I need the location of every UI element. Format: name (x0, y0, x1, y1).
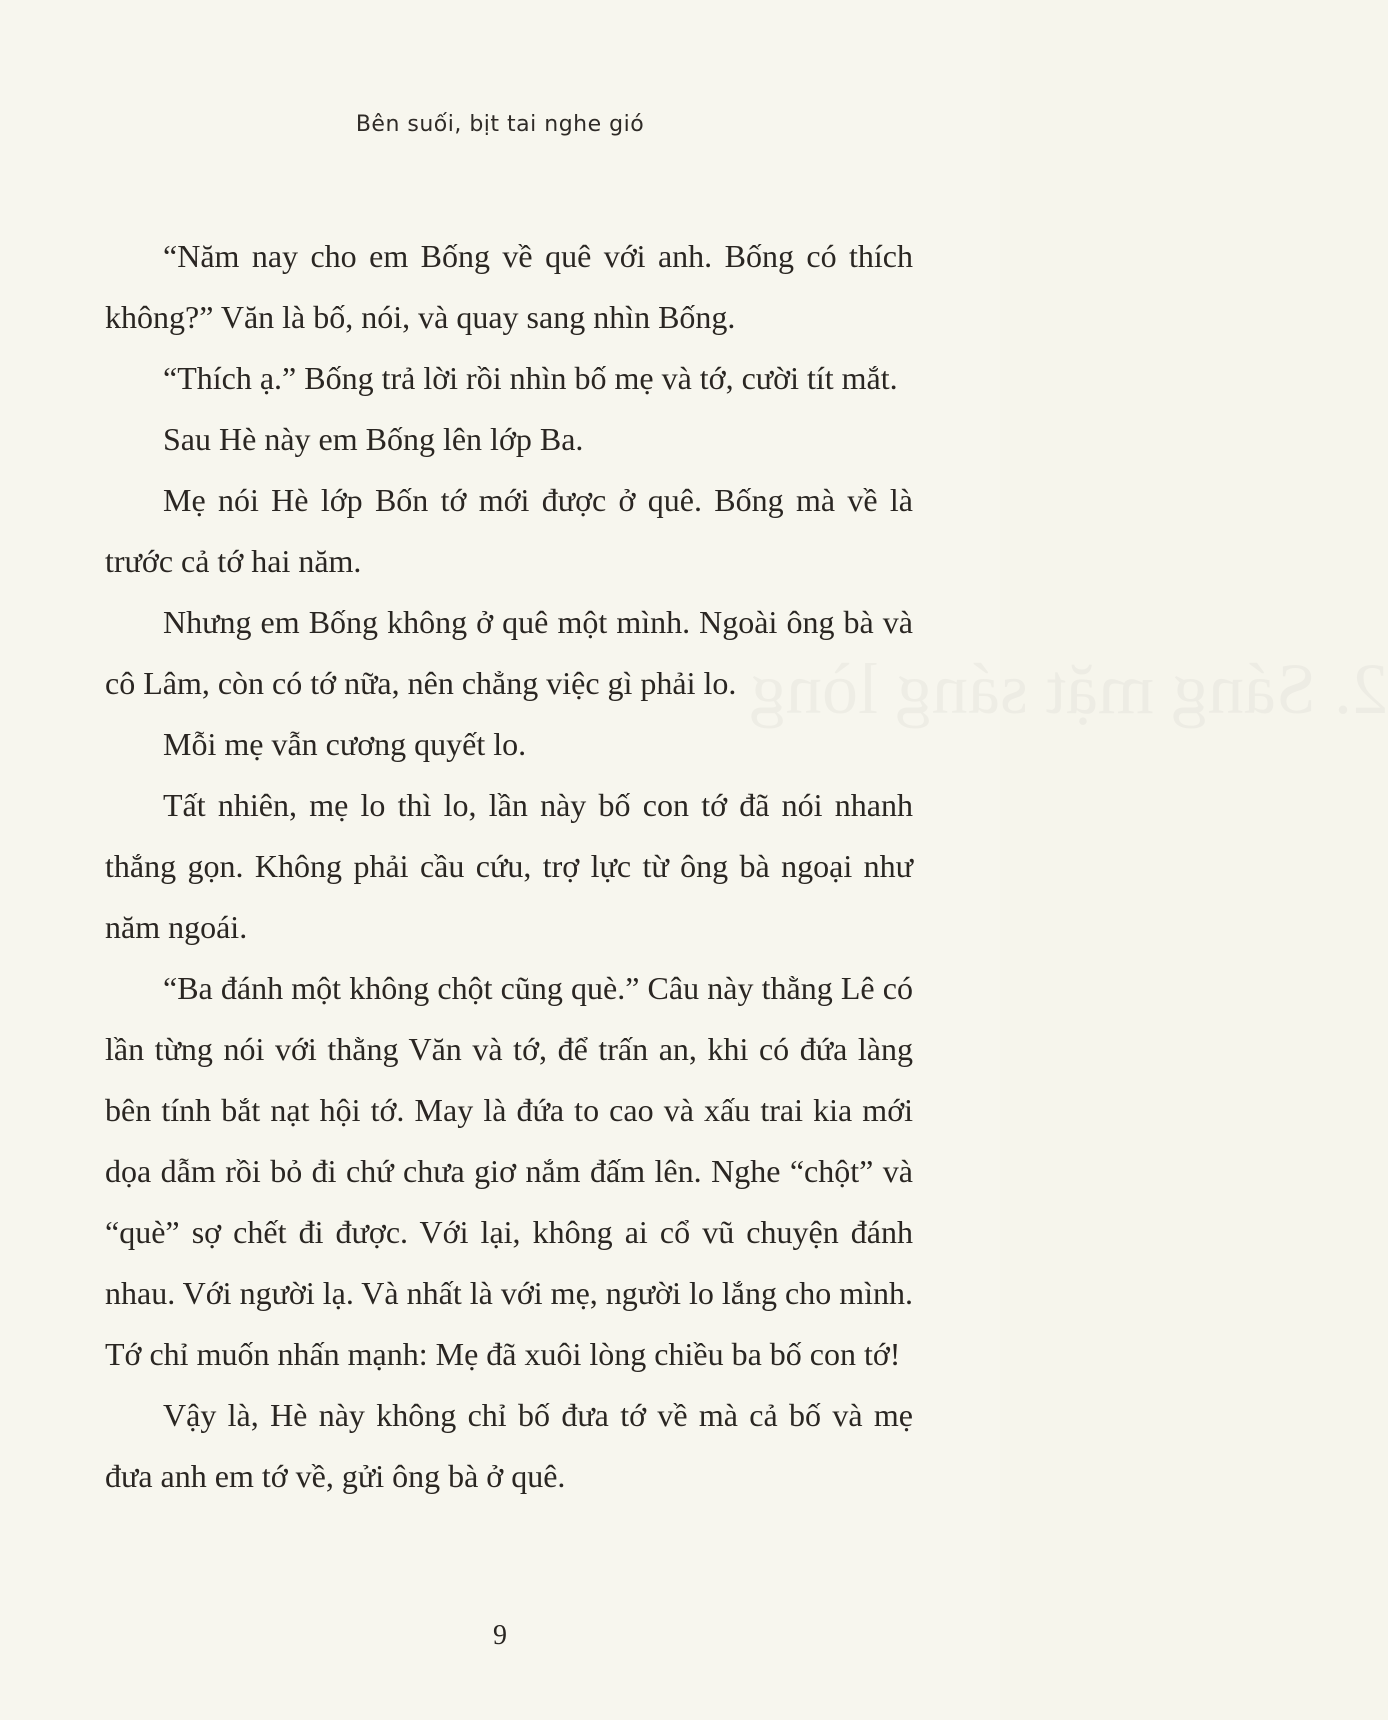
show-through-heading: 2. Sáng mặt sáng lòng (750, 649, 1388, 729)
paragraph-2: “Thích ạ.” Bống trả lời rồi nhìn bố mẹ và tớ, cười tít mắt. (163, 360, 898, 396)
paragraph-9: Vậy là, Hè này không chỉ bố đưa tớ về mà cả bố và mẹ đưa anh em tớ về, gửi ông bà ở quê. (105, 1397, 913, 1494)
paragraph-3: Sau Hè này em Bống lên lớp Ba. (163, 421, 584, 457)
running-head: Bên suối, bịt tai nghe gió (355, 112, 645, 137)
paragraph-5: Nhưng em Bống không ở quê một mình. Ngoài ông bà và cô Lâm, còn có tớ nữa, nên chẳng việc gì phải lo. (105, 604, 913, 701)
body-text (105, 226, 913, 1507)
paragraph-6: Mỗi mẹ vẫn cương quyết lo. (163, 726, 527, 762)
paragraph-1: “Năm nay cho em Bống về quê với anh. Bống có thích không?” Văn là bố, nói, và quay sang nhìn Bống. (105, 238, 913, 335)
paragraph-4: Mẹ nói Hè lớp Bốn tớ mới được ở quê. Bống mà về là trước cả tớ hai năm. (105, 482, 913, 579)
paragraph-7: Tất nhiên, mẹ lo thì lo, lần này bố con tớ đã nói nhanh thắng gọn. Không phải cầu cứu, trợ lực từ ông bà ngoại như năm ngoái. (105, 787, 913, 945)
page-number: 9 (493, 1620, 507, 1651)
paragraph-8: “Ba đánh một không chột cũng què.” Câu này thằng Lê có lần từng nói với thằng Văn và tớ, để trấn an, khi có đứa làng bên tính bắt nạt hội tớ. May là đứa to cao và xấu trai kia mới dọa dẫm rồi bỏ đi chứ chưa giơ nắm đấm lên. Nghe “chột” và “què” sợ chết đi được. Với lại, không ai cổ vũ chuyện đánh nhau. Với người lạ. Và nhất là với mẹ, người lo lắng cho mình. Tớ chỉ muốn nhấn mạnh: Mẹ đã xuôi lòng chiều ba bố con tớ! (105, 970, 913, 1372)
